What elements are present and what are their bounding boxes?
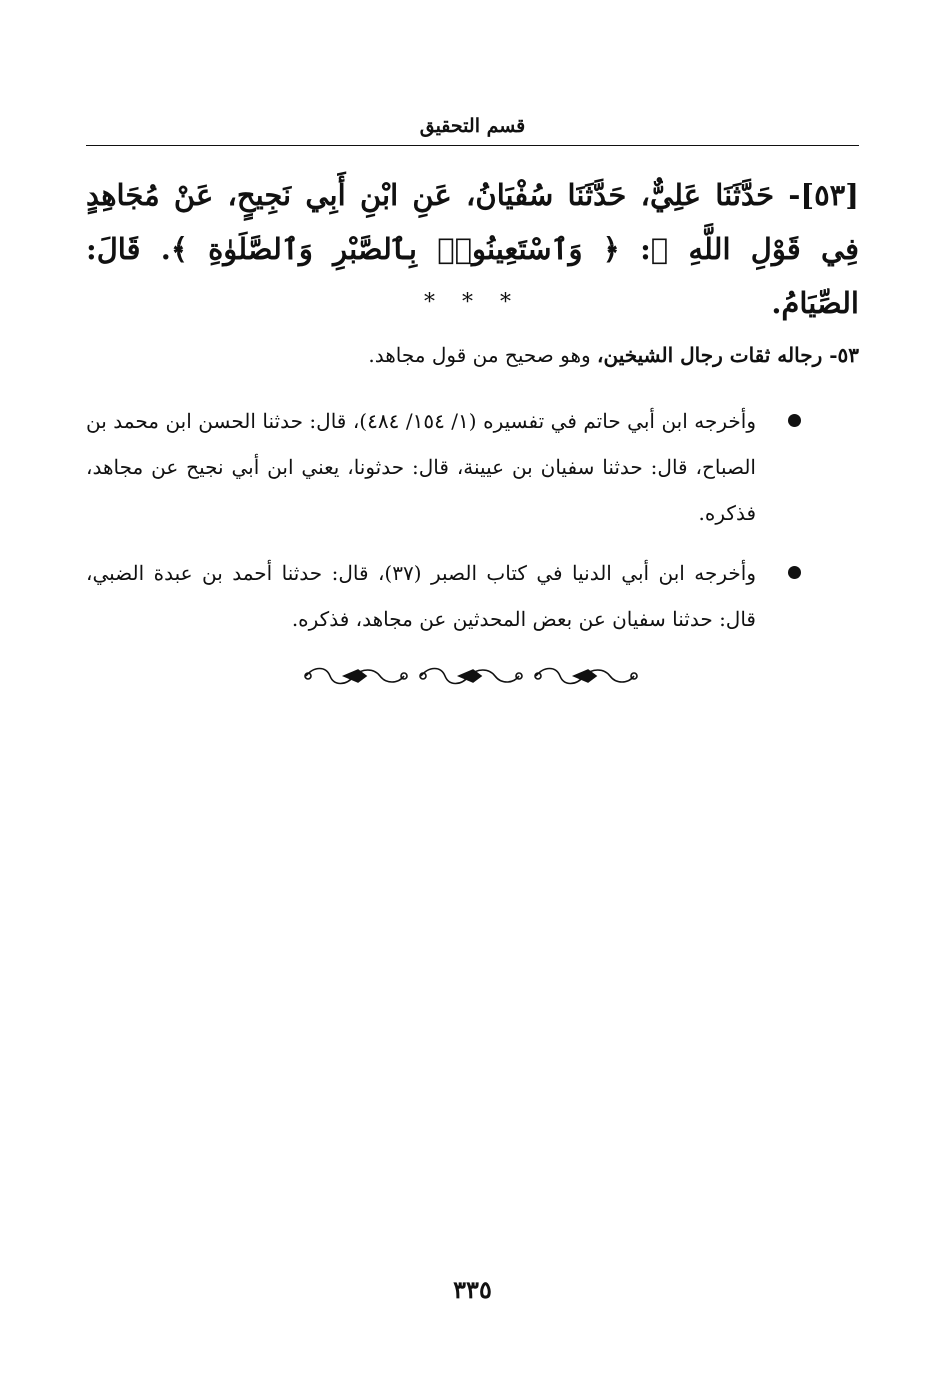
takhrij-list	[86, 398, 859, 656]
bullet-icon	[788, 566, 801, 579]
ornament-divider-icon	[300, 662, 645, 690]
list-item	[86, 550, 859, 642]
commentary-text: وهو صحيح من قول مجاهد.	[368, 343, 598, 367]
list-item	[86, 398, 859, 536]
commentary-heading: ٥٣- رجاله ثقات رجال الشيخين،	[597, 343, 859, 367]
page-number: ٣٣٥	[453, 1275, 492, 1304]
list-item-text: وأخرجه ابن أبي حاتم في تفسيره (١/ ١٥٤/ ٤٨٤)، قال: حدثنا الحسن ابن محمد بن الصباح، قال: حدثنا سفيان بن عيينة، قال: حدثونا، يعني ابن أبي نجيح عن مجاهد، فذكره.	[86, 409, 756, 525]
hadith-text: [٥٣]- حَدَّثَنَا عَلِيٌّ، حَدَّثَنَا سُفْيَانُ، عَنِ ابْنِ أَبِي نَجِيحٍ، عَنْ مُجَاهِدٍ فِي قَوْلِ اللَّهِ ﷻ: ﴿ وَٱسْتَعِينُوا۟ بِٱلصَّبْرِ وَٱلصَّلَوٰةِ ﴾. قَالَ: الصِّيَامُ.	[86, 178, 859, 320]
commentary-paragraph	[86, 335, 859, 375]
list-item-text: وأخرجه ابن أبي الدنيا في كتاب الصبر (٣٧)، قال: حدثنا أحمد بن عبدة الضبي، قال: حدثنا سفيان عن بعض المحدثين عن مجاهد، فذكره.	[86, 561, 756, 631]
section-separator-stars: * * *	[424, 290, 521, 315]
header-rule	[86, 145, 859, 146]
running-header: قسم التحقيق	[419, 115, 526, 137]
bullet-icon	[788, 414, 801, 427]
